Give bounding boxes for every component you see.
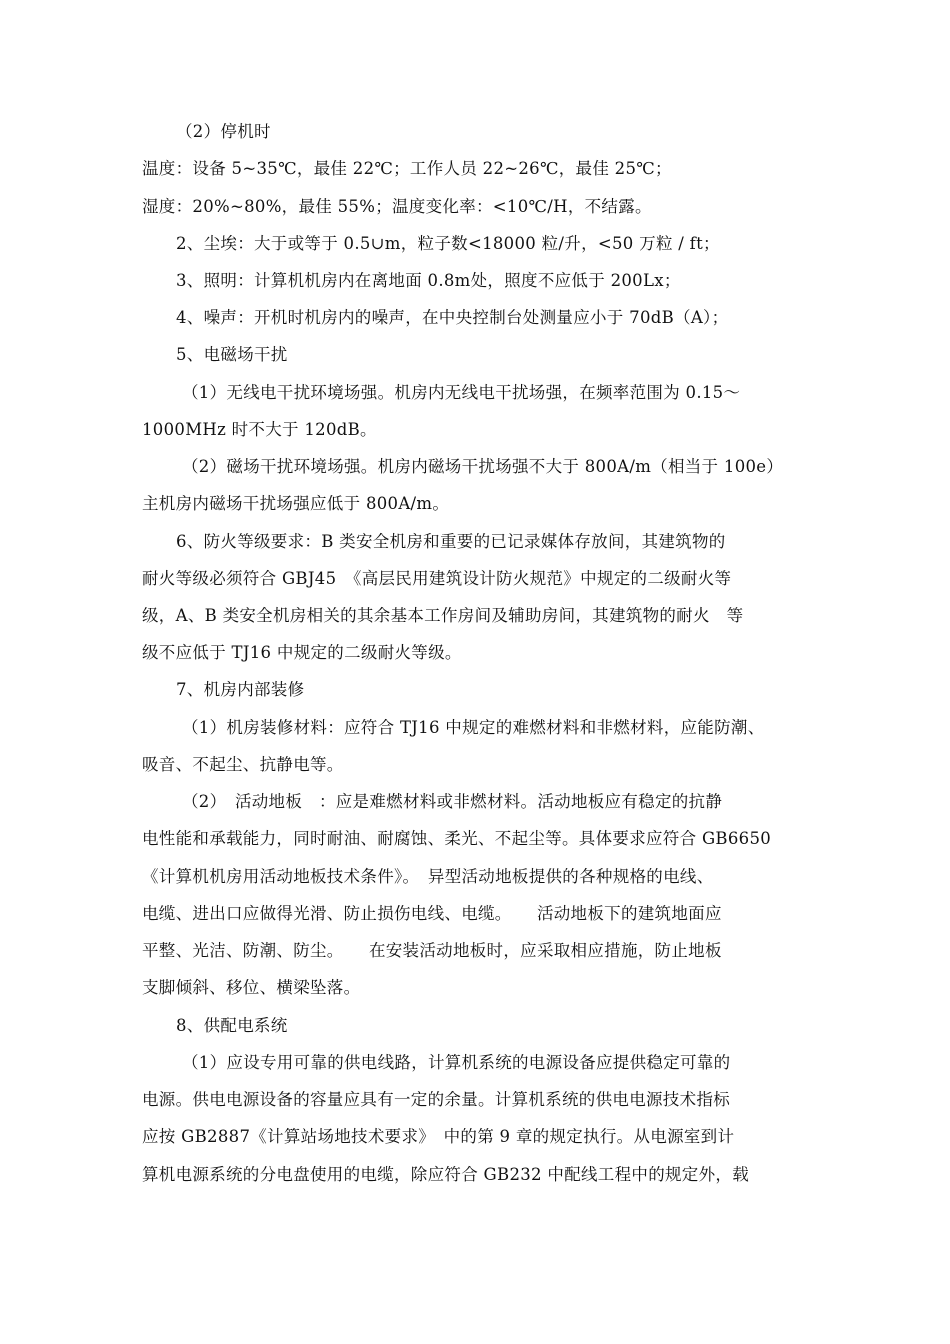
paragraph-line: 平整、光洁、防潮、防尘。 在安装活动地板时，应采取相应措施，防止地板 xyxy=(142,941,722,960)
paragraph-line: 级不应低于 TJ16 中规定的二级耐火等级。 xyxy=(142,643,462,662)
paragraph-line: 6、防火等级要求：B 类安全机房和重要的已记录媒体存放间，其建筑物的 xyxy=(176,532,726,551)
section-heading: 8、供配电系统 xyxy=(176,1016,288,1035)
section-heading: 7、机房内部装修 xyxy=(176,680,305,699)
paragraph-line: 算机电源系统的分电盘使用的电缆，除应符合 GB232 中配线工程中的规定外，载 xyxy=(142,1165,749,1184)
paragraph-line: （1）无线电干扰环境场强。机房内无线电干扰场强，在频率范围为 0.15～ xyxy=(182,383,741,402)
paragraph-line: 1000MHz 时不大于 120dB。 xyxy=(142,420,377,439)
paragraph-line: 耐火等级必须符合 GBJ45 《高层民用建筑设计防火规范》中规定的二级耐火等 xyxy=(142,569,732,588)
paragraph-line: 应按 GB2887《计算站场地技术要求》 中的第 9 章的规定执行。从电源室到计 xyxy=(142,1127,735,1146)
paragraph-line: （2）停机时 xyxy=(176,122,271,141)
paragraph-line: 电源。供电电源设备的容量应具有一定的余量。计算机系统的供电电源技术指标 xyxy=(142,1090,730,1109)
paragraph-line: 2、尘埃：大于或等于 0.5∪m，粒子数<18000 粒/升，<50 万粒 / ft； xyxy=(176,234,720,253)
section-heading: 5、电磁场干扰 xyxy=(176,345,288,364)
paragraph-line: 电性能和承载能力，同时耐油、耐腐蚀、柔光、不起尘等。具体要求应符合 GB6650 xyxy=(142,829,772,848)
paragraph-line: 3、照明：计算机机房内在离地面 0.8m处，照度不应低于 200Lx； xyxy=(176,271,681,290)
paragraph-line: 电缆、进出口应做得光滑、防止损伤电线、电缆。 活动地板下的建筑地面应 xyxy=(142,904,722,923)
paragraph-line: 温度：设备 5~35℃，最佳 22℃；工作人员 22~26℃，最佳 25℃； xyxy=(142,159,672,178)
paragraph-line: 级，A、B 类安全机房相关的其余基本工作房间及辅助房间，其建筑物的耐火 等 xyxy=(142,606,744,625)
paragraph-line: （1）应设专用可靠的供电线路，计算机系统的电源设备应提供稳定可靠的 xyxy=(182,1053,731,1072)
paragraph-line: 湿度：20%~80%，最佳 55%；温度变化率：<10℃/H，不结露。 xyxy=(142,197,652,216)
paragraph-line: 4、噪声：开机时机房内的噪声，在中央控制台处测量应小于 70dB（A）； xyxy=(176,308,729,327)
paragraph-line: （2）磁场干扰环境场强。机房内磁场干扰场强不大于 800A/m（相当于 100e） xyxy=(182,457,784,476)
paragraph-line: （1）机房装修材料：应符合 TJ16 中规定的难燃材料和非燃材料，应能防潮、 xyxy=(182,718,765,737)
paragraph-line: 支脚倾斜、移位、横梁坠落。 xyxy=(142,978,361,997)
paragraph-line: 主机房内磁场干扰场强应低于 800A/m。 xyxy=(142,494,450,513)
paragraph-line: 《计算机机房用活动地板技术条件》。 异型活动地板提供的各种规格的电线、 xyxy=(142,867,714,886)
paragraph-line: （2） 活动地板 ：应是难燃材料或非燃材料。活动地板应有稳定的抗静 xyxy=(182,792,723,811)
paragraph-line: 吸音、不起尘、抗静电等。 xyxy=(142,755,344,774)
